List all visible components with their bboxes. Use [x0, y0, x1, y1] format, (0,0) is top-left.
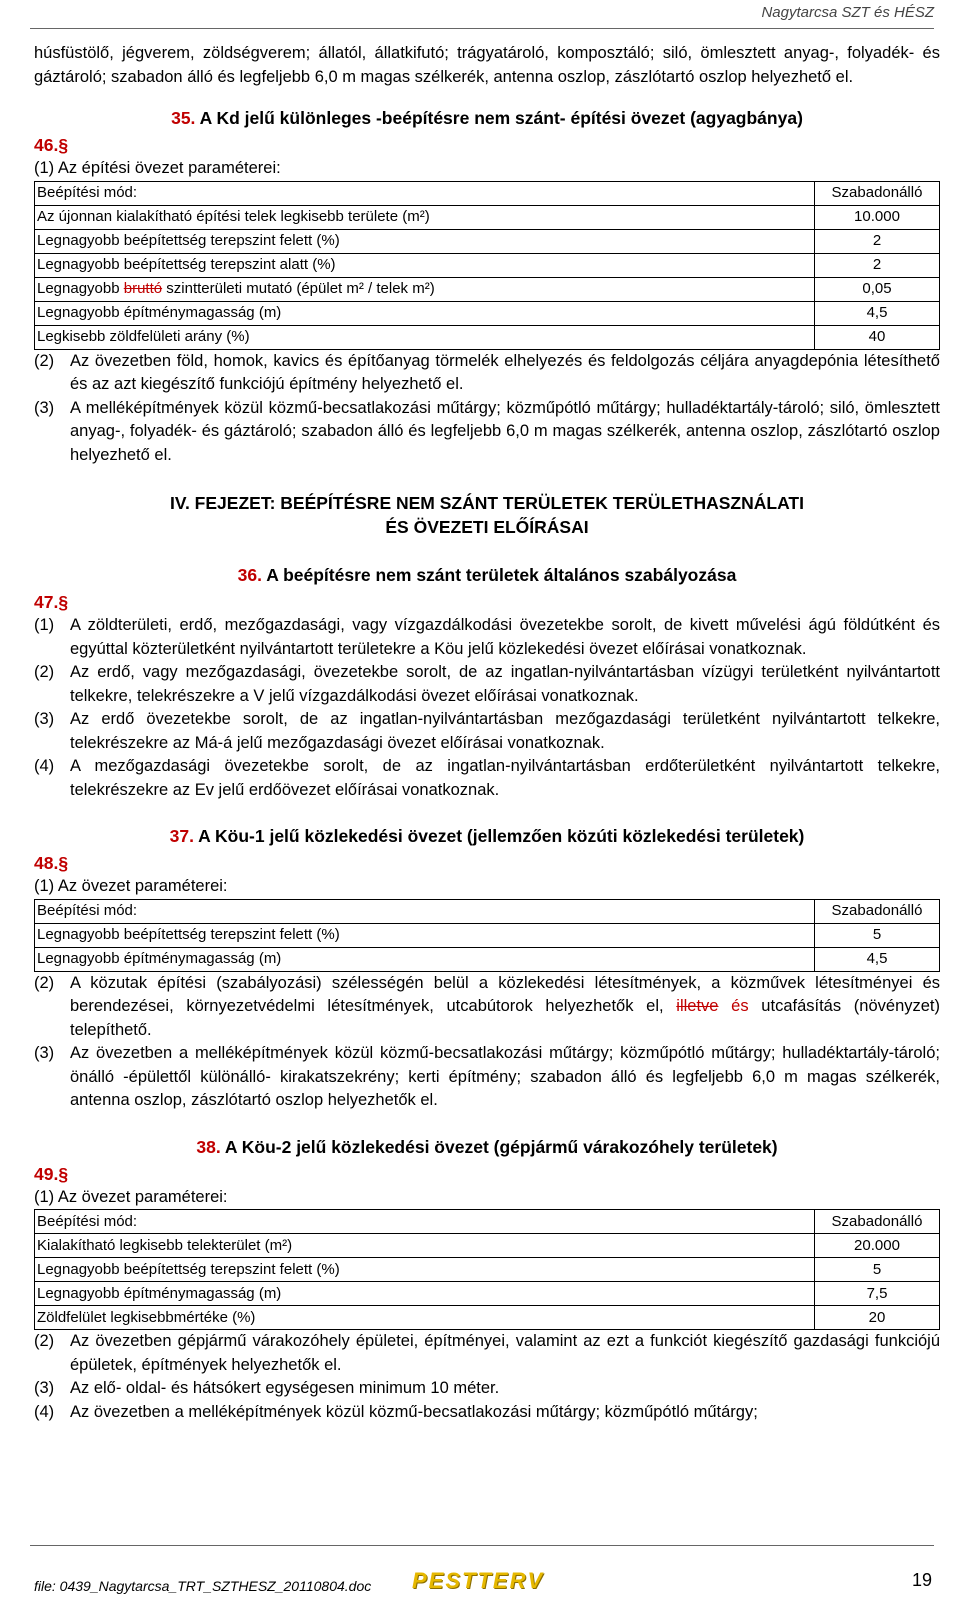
table-row: Kialakítható legkisebb telekterület (m²) 20.000: [35, 1234, 940, 1258]
s35-p1: (1) Az építési övezet paraméterei:: [34, 159, 281, 177]
section-38-heading: 38. A Köu-2 jelű közlekedési övezet (gépjármű várakozóhely területek): [196, 1136, 778, 1157]
s38-item-2: (2) Az övezetben gépjármű várakozóhely épületei, építményei, valamint az ezt a funkciót kiegészítő gazdasági funkciójú épületek, építmények helyezhetők el.: [34, 1332, 940, 1374]
table-row: Legkisebb zöldfelületi arány (%) 40: [35, 325, 940, 349]
deleted-text: illetve: [676, 997, 719, 1015]
page-header-title: Nagytarcsa SZT és HÉSZ: [761, 4, 934, 21]
page-number: 19: [911, 1570, 932, 1590]
s37-params-table: [34, 899, 940, 972]
table-row: Legnagyobb építménymagasság (m) 4,5: [35, 947, 940, 971]
s36-item-3: (3) Az erdő övezetekbe sorolt, de az ingatlan-nyilvántartásban mezőgazdasági területként nyilvántartott telkekre, telekrészekre az Má-á jelű mezőgazdasági övezet előírásai vonatkoznak.: [34, 710, 940, 752]
s37-p3: (3) Az övezetben a melléképítmények közül közmű-becsatlakozási műtárgy; közműpótló műtárgy; hulladéktartály-tároló; önálló -épülettől különálló- kirakatszekrény; kerti építmény; szabadon álló és legfeljebb 6,0 m magas szélkerék, antenna oszlop, zászlótartó oszlop helyezhetők el.: [34, 1044, 940, 1109]
paragraph-48-number: 48.§: [34, 853, 69, 873]
chapter-heading: IV. FEJEZET: BEÉPÍTÉSRE NEM SZÁNT TERÜLETEK TERÜLETHASZNÁLATI ÉS ÖVEZETI ELŐÍRÁSAI: [170, 493, 804, 537]
table-row: Legnagyobb beépítettség terepszint felett (%) 5: [35, 923, 940, 947]
paragraph-47-number: 47.§: [34, 592, 69, 612]
table-row: Legnagyobb beépítettség terepszint felett (%) 2: [35, 229, 940, 253]
s38-params-table: [34, 1209, 940, 1330]
table-row: Legnagyobb bruttó szintterületi mutató (épület m² / telek m²) 0,05: [35, 277, 940, 301]
paragraph-49-number: 49.§: [34, 1163, 69, 1184]
pestterv-logo: PESTTERV: [412, 1568, 545, 1593]
s36-item-1: (1) A zöldterületi, erdő, mezőgazdasági, vagy vízgazdálkodási övezetekbe sorolt, de kivett művelési ágú földútként és egyúttal közterületként nyilvántartott területekre a Köu jelű közlekedési övezet előírásai vonatkoznak.: [34, 616, 940, 658]
s38-item-3: (3) Az elő- oldal- és hátsókert egységesen minimum 10 méter.: [34, 1379, 500, 1397]
table-row: Az újonnan kialakítható építési telek legkisebb területe (m²) 10.000: [35, 205, 940, 229]
s35-p2: (2) Az övezetben föld, homok, kavics és építőanyag törmelék elhelyezés és feldolgozás céljára anyagdepónia létesíthető és az azt kiegészítő funkciójú építmény helyezhető el.: [34, 351, 940, 393]
header-rule: [30, 28, 934, 29]
document-body: [34, 42, 940, 1424]
s35-params-table: [34, 181, 940, 350]
s36-item-2: (2) Az erdő, vagy mezőgazdasági, övezetekbe sorolt, de az ingatlan-nyilvántartásban vízügyi területként nyilvántartott telkekre, telekrészekre a V jelű vízgazdálkodási övezet előírásai vonatkoznak.: [34, 663, 940, 705]
section-37-heading: 37. A Köu-1 jelű közlekedési övezet (jellemzően közúti közlekedési területek): [169, 826, 805, 846]
deleted-text: bruttó: [123, 280, 163, 297]
s37-p1: (1) Az övezet paraméterei:: [34, 877, 228, 895]
s36-item-4: (4) A mezőgazdasági övezetekbe sorolt, de az ingatlan-nyilvántartásban erdőterületként nyilvántartott telkekre, telekrészekre az Ev jelű erdőövezet előírásai vonatkoznak.: [34, 757, 940, 799]
table-row: Beépítési mód: Szabadonálló: [35, 181, 940, 205]
table-row: Legnagyobb építménymagasság (m) 4,5: [35, 301, 940, 325]
table-row: Beépítési mód: Szabadonálló: [35, 1210, 940, 1234]
s38-p1: (1) Az övezet paraméterei:: [34, 1187, 228, 1206]
table-row: Legnagyobb beépítettség terepszint alatt (%) 2: [35, 253, 940, 277]
section-35-heading: 35. A Kd jelű különleges -beépítésre nem szánt- építési övezet (agyagbánya): [171, 108, 803, 128]
footer-filename: file: 0439_Nagytarcsa_TRT_SZTHESZ_20110804.doc: [34, 1578, 372, 1594]
s38-item-4: (4) Az övezetben a melléképítmények közül közmű-becsatlakozási műtárgy; közműpótló műtárgy;: [34, 1402, 758, 1421]
paragraph-46-number: 46.§: [34, 135, 69, 155]
footer-rule: [30, 1545, 934, 1546]
inserted-text: és: [718, 997, 749, 1015]
table-row: Zöldfelület legkisebbmértéke (%) 20: [35, 1306, 940, 1330]
section-36-heading: 36. A beépítésre nem szánt területek általános szabályozása: [237, 565, 737, 585]
table-row: Legnagyobb beépítettség terepszint felett (%) 5: [35, 1258, 940, 1282]
intro-paragraph: húsfüstölő, jégverem, zöldségverem; állatól, állatkifutó; trágyatároló, komposztáló; siló, ömlesztett anyag-, folyadék- és gáztároló; szabadon álló és legfeljebb 6,0 m magas szélkerék, antenna oszlop, zászlótartó oszlop helyezhető el.: [34, 44, 940, 86]
table-row: Legnagyobb építménymagasság (m) 7,5: [35, 1282, 940, 1306]
s35-p3: (3) A melléképítmények közül közmű-becsatlakozási műtárgy; közműpótló műtárgy; hulladéktartály-tároló; siló, ömlesztett anyag-, folyadék- és gáztároló; szabadon álló és legfeljebb 6,0 m magas szélkerék, antenna oszlop, zászlótartó oszlop helyezhető el.: [34, 398, 940, 464]
s37-p2: (2) A közutak építési (szabályozási) szélességén belül a közlekedési létesítmények, a közművek létesítményei és berendezései, környezetvédelmi létesítmények, utcabútorok helyezhetők el, illetve és utcafásítás (növényzet) telepíthető.: [34, 973, 940, 1039]
table-row: Beépítési mód: Szabadonálló: [35, 899, 940, 923]
